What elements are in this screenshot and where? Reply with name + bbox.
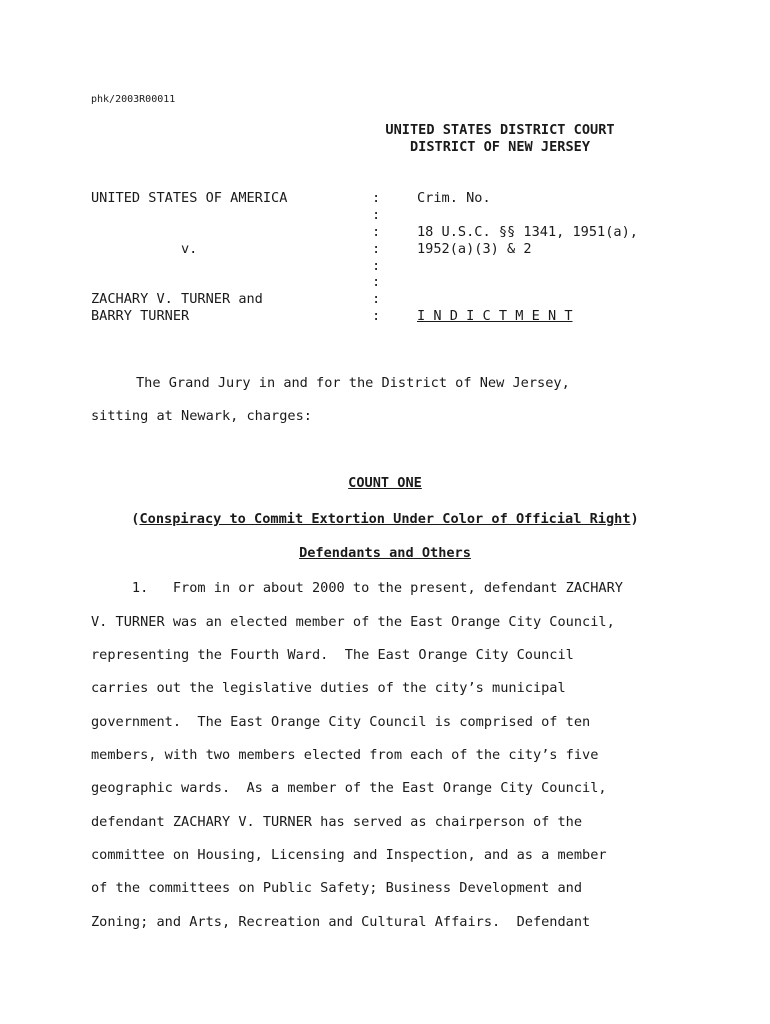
paragraph-line: members, with two members elected from each of the city’s five bbox=[91, 747, 599, 763]
caption-colon: : bbox=[372, 308, 381, 324]
paragraph-line: V. TURNER was an elected member of the East Orange City Council, bbox=[91, 614, 615, 630]
paragraph-line: of the committees on Public Safety; Business Development and bbox=[91, 880, 583, 896]
caption-colon: : bbox=[372, 241, 381, 257]
paragraph-line: Zoning; and Arts, Recreation and Cultural Affairs. Defendant bbox=[91, 914, 591, 930]
court-name: UNITED STATES DISTRICT COURT bbox=[385, 122, 615, 138]
paragraph-line: geographic wards. As a member of the East Orange City Council, bbox=[91, 780, 607, 796]
paragraph-line: defendant ZACHARY V. TURNER has served as chairperson of the bbox=[91, 814, 583, 830]
paragraph-line: government. The East Orange City Council is comprised of ten bbox=[91, 714, 591, 730]
caption-colon: : bbox=[372, 291, 381, 307]
subtitle-text: Conspiracy to Commit Extortion Under Color of Official Right bbox=[139, 511, 631, 527]
subtitle-close-paren: ) bbox=[630, 511, 639, 527]
document-type: I N D I C T M E N T bbox=[417, 308, 573, 324]
statute-line-1: 18 U.S.C. §§ 1341, 1951(a), bbox=[417, 224, 638, 240]
caption-colon: : bbox=[372, 190, 381, 206]
count-title: COUNT ONE bbox=[348, 475, 422, 491]
court-district: DISTRICT OF NEW JERSEY bbox=[409, 139, 591, 155]
plaintiff: UNITED STATES OF AMERICA bbox=[91, 190, 288, 206]
paragraph-line: carries out the legislative duties of the city’s municipal bbox=[91, 680, 566, 696]
versus: v. bbox=[181, 241, 198, 257]
paragraph-line: committee on Housing, Licensing and Inspection, and as a member bbox=[91, 847, 607, 863]
paragraph-line: 1. From in or about 2000 to the present, defendant ZACHARY bbox=[91, 580, 623, 596]
count-subtitle bbox=[0, 511, 770, 528]
caption-colon: : bbox=[372, 207, 381, 223]
caption-colon: : bbox=[372, 274, 381, 290]
intro-line-1: The Grand Jury in and for the District of New Jersey, bbox=[136, 375, 570, 391]
caption-colon: : bbox=[372, 258, 381, 274]
subtitle-open-paren: ( bbox=[131, 511, 140, 527]
defendant-line-1: ZACHARY V. TURNER and bbox=[91, 291, 263, 307]
defendant-line-2: BARRY TURNER bbox=[91, 308, 190, 324]
caption-colon: : bbox=[372, 224, 381, 240]
section-heading: Defendants and Others bbox=[299, 545, 471, 561]
criminal-number: Crim. No. bbox=[417, 190, 491, 206]
document-id: phk/2003R00011 bbox=[91, 94, 176, 105]
paragraph-line: representing the Fourth Ward. The East Orange City Council bbox=[91, 647, 574, 663]
intro-line-2: sitting at Newark, charges: bbox=[91, 408, 312, 424]
statute-line-2: 1952(a)(3) & 2 bbox=[417, 241, 532, 257]
